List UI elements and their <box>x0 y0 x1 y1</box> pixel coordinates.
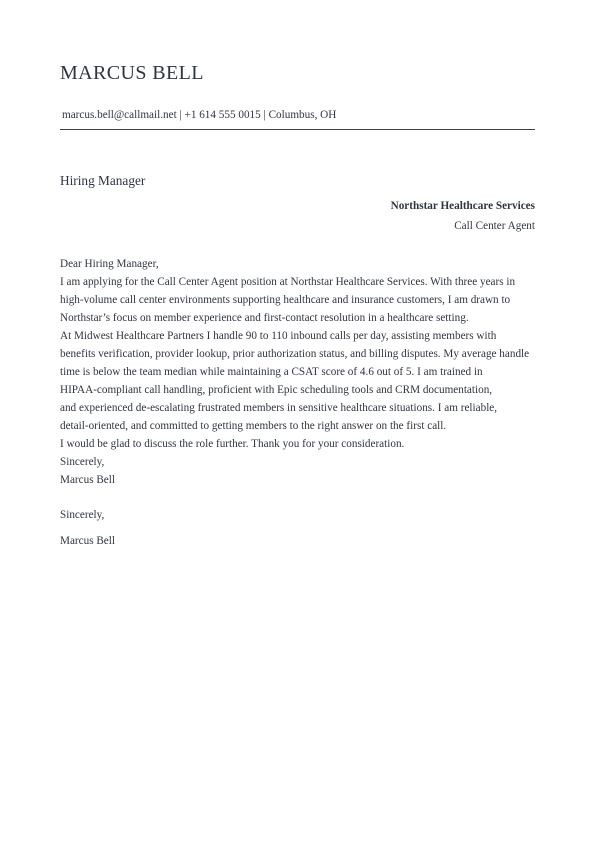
contact-info: marcus.bell@callmail.net | +1 614 555 0015 | Columbus, OH <box>62 109 337 121</box>
body-line: and experienced de-escalating frustrated members in sensitive healthcare situations. I am reliable, <box>60 402 498 414</box>
recipient-title: Hiring Manager <box>60 173 146 188</box>
body-line: benefits verification, provider lookup, prior authorization status, and billing disputes. My average handle <box>60 348 530 360</box>
body-line: At Midwest Healthcare Partners I handle 90 to 110 inbound calls per day, assisting members with <box>60 330 497 342</box>
body-line: HIPAA-compliant call handling, proficient with Epic scheduling tools and CRM documentation, <box>60 384 493 396</box>
applicant-name: MARCUS BELL <box>60 62 204 84</box>
body-line: time is below the team median while maintaining a CSAT score of 4.6 out of 5. I am trained in <box>60 366 483 378</box>
signer-name: Marcus Bell <box>60 535 115 547</box>
signer-inline: Marcus Bell <box>60 474 115 486</box>
company-name: Northstar Healthcare Services <box>390 200 535 212</box>
body-line: I am applying for the Call Center Agent position at Northstar Healthcare Services. With three years in <box>60 276 516 288</box>
body-line: high-volume call center environments supporting healthcare and insurance customers, I am drawn to <box>60 294 511 306</box>
letter-body <box>60 255 545 489</box>
salutation: Dear Hiring Manager, <box>60 258 159 270</box>
closing-inline: Sincerely, <box>60 456 105 468</box>
closing: Sincerely, <box>60 509 105 521</box>
header-divider <box>60 129 535 130</box>
body-line: detail-oriented, and committed to getting members to the right answer on the first call. <box>60 420 447 432</box>
position-title: Call Center Agent <box>454 220 535 232</box>
body-line: Northstar’s focus on member experience and first-contact resolution in a healthcare setting. <box>60 312 469 324</box>
body-line: I would be glad to discuss the role further. Thank you for your consideration. <box>60 438 405 450</box>
